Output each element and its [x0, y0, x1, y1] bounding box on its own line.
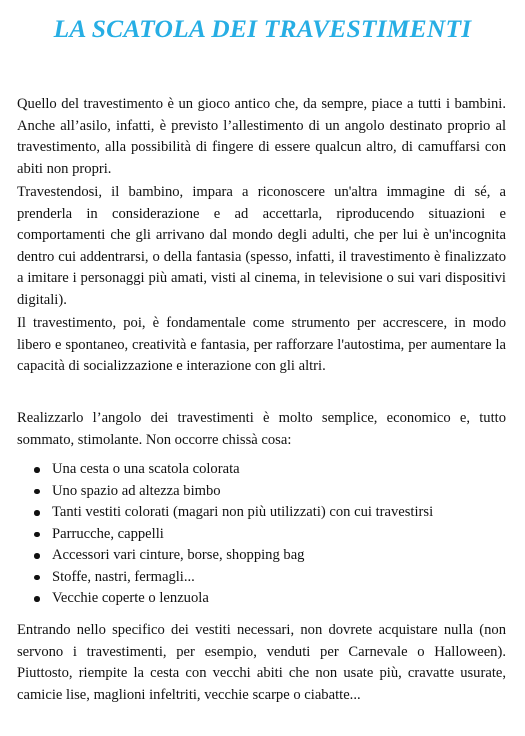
list-item-text: Vecchie coperte o lenzuola	[52, 590, 209, 606]
list-item-text: Stoffe, nastri, fermagli...	[52, 568, 195, 585]
list-item	[17, 567, 506, 589]
bullet-icon	[34, 467, 40, 473]
list-item	[17, 545, 506, 567]
list-item	[17, 588, 506, 610]
page-title: LA SCATOLA DEI TRAVESTIMENTI	[53, 14, 472, 43]
bullet-icon	[34, 489, 40, 495]
paragraph-how-to: Realizzarlo l’angolo dei travestimenti è molto semplice, economico e, tutto sommato, stimolante. Non occorre chissà cosa:	[17, 410, 506, 448]
bullet-icon	[34, 510, 40, 516]
paragraph-identity: Travestendosi, il bambino, impara a riconoscere un'altra immagine di sé, a prenderla in considerazione e ad accettarla, riproducendo situazioni e comportamenti che gli arrivano dal mondo degli adulti, che per lui è un'incognita dentro cui addentrarsi, o della fantasia (spesso, infatti, il travestimento è finalizzato a imitare i personaggi più amati, visti al cinema, in televisione o sui vari dispositivi digitali).	[17, 184, 506, 308]
bullet-icon	[34, 575, 40, 581]
bullet-icon	[34, 553, 40, 559]
list-item-text: Una cesta o una scatola colorata	[52, 461, 240, 477]
list-item-text: Uno spazio ad altezza bimbo	[52, 482, 221, 499]
bullet-icon	[34, 596, 40, 602]
list-item-text: Accessori vari cinture, borse, shopping bag	[52, 547, 305, 563]
list-item	[17, 524, 506, 546]
list-item-text: Parrucche, cappelli	[52, 525, 164, 542]
list-item-text: Tanti vestiti colorati (magari non più utilizzati) con cui travestirsi	[52, 504, 434, 520]
list-item	[17, 459, 506, 481]
paragraph-creativity: Il travestimento, poi, è fondamentale come strumento per accrescere, in modo libero e spontaneo, creatività e fantasia, per rafforzare l'autostima, per aumentare la capacità di socializzazione e interazione con gli altri.	[17, 315, 506, 374]
list-item	[17, 502, 506, 524]
list-item	[17, 481, 506, 503]
paragraph-intro: Quello del travestimento è un gioco antico che, da sempre, piace a tutti i bambini. Anche all’asilo, infatti, è previsto l’allestimento di un angolo destinato proprio al travestimento, alla possibilità di fingere di essere qualcun altro, di camuffarsi con abiti non propri.	[17, 96, 506, 177]
materials-list	[17, 459, 506, 610]
bullet-icon	[34, 532, 40, 538]
paragraph-clothes: Entrando nello specifico dei vestiti necessari, non dovrete acquistare nulla (non servono i travestimenti, per esempio, venduti per Carnevale o Halloween). Piuttosto, riempite la cesta con vecchi abiti che non usate più, cravatte usurate, camicie lise, maglioni infeltriti, vecchie scarpe o ciabatte...	[17, 622, 506, 703]
